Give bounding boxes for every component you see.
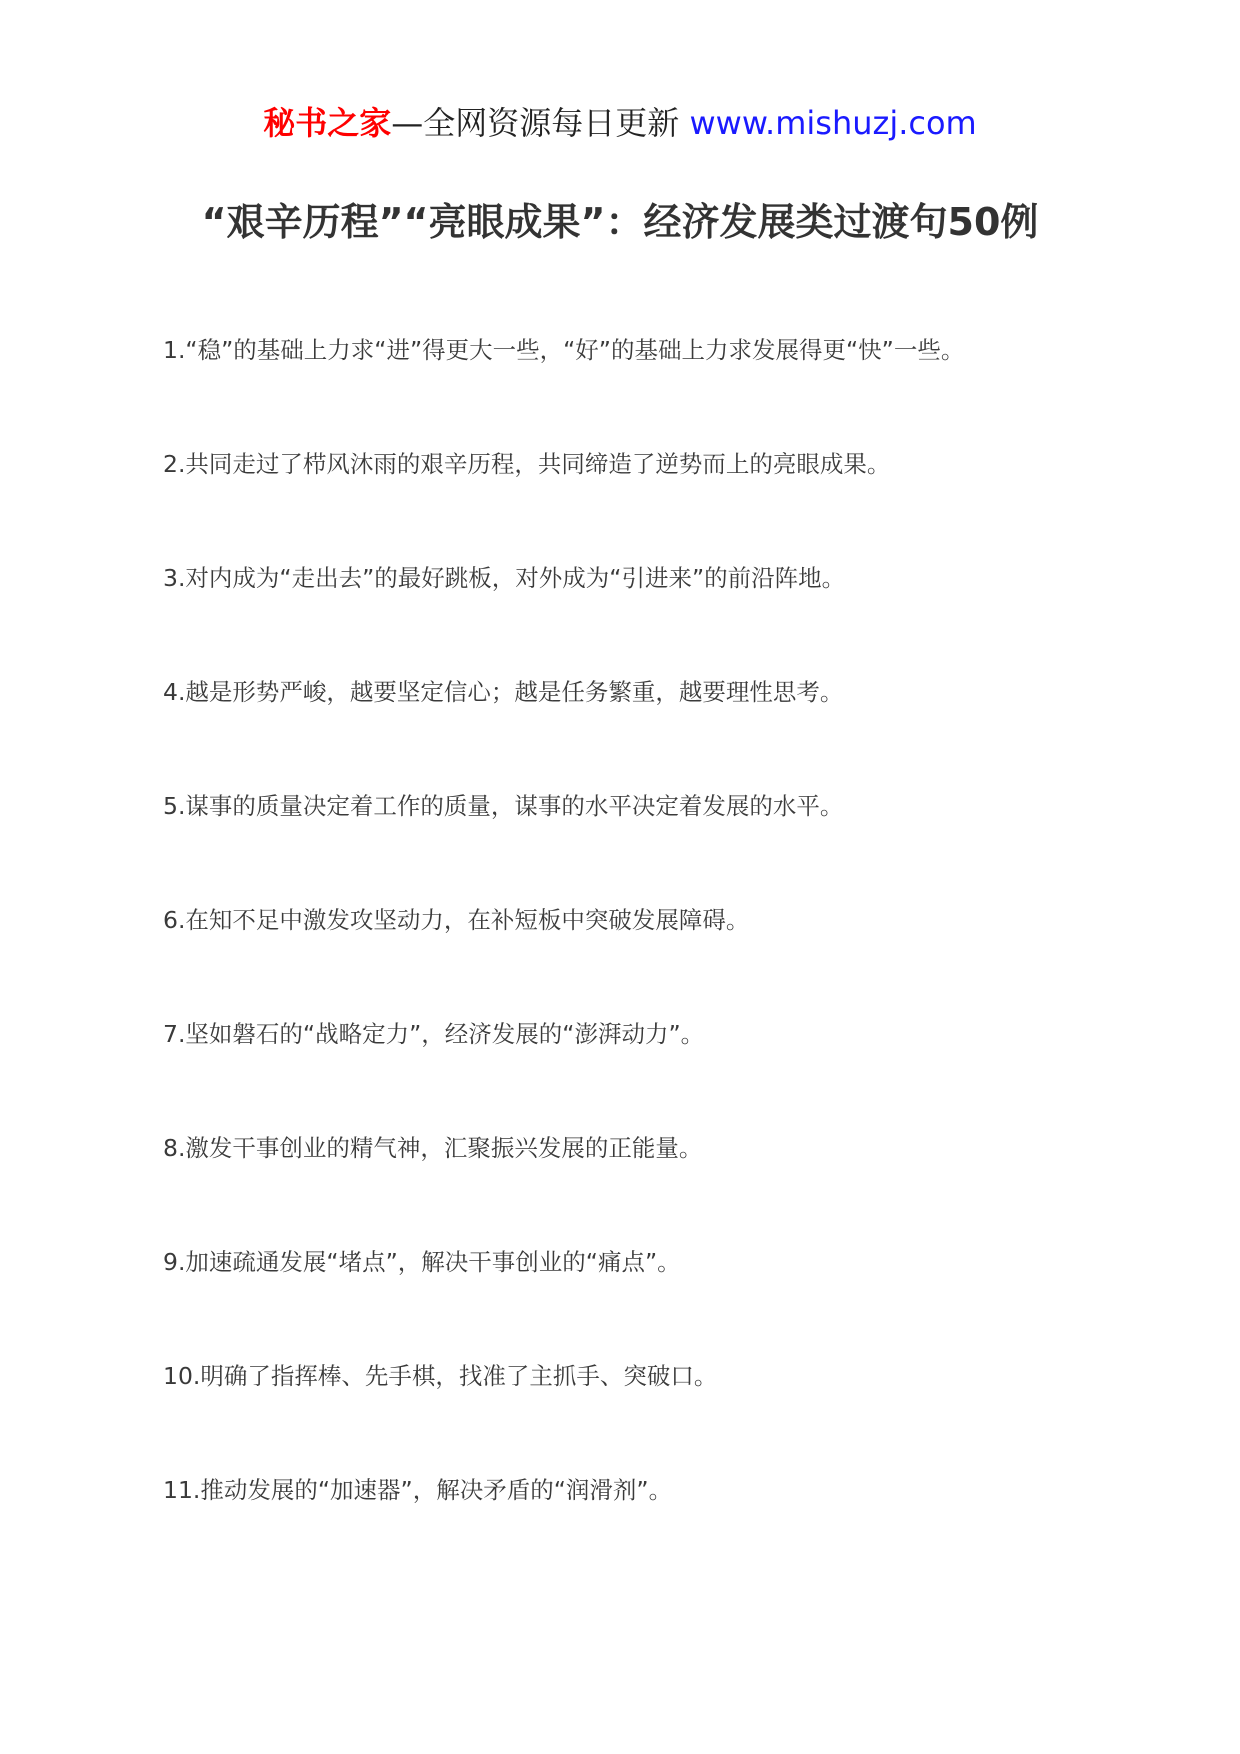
list-item: 2.共同走过了栉风沐雨的艰辛历程，共同缔造了逆势而上的亮眼成果。 [163,450,891,478]
site-url-link[interactable]: www.mishuzj.com [689,104,977,142]
sentence-list [163,330,1163,1584]
site-header [0,100,1240,146]
site-brand: 秘书之家 [263,104,392,142]
site-tagline: —全网资源每日更新 [391,104,690,142]
list-item: 4.越是形势严峻，越要坚定信心；越是任务繁重，越要理性思考。 [163,678,844,706]
list-item: 3.对内成为“走出去”的最好跳板，对外成为“引进来”的前沿阵地。 [163,564,846,592]
document-title: “艰辛历程”“亮眼成果”：经济发展类过渡句50例 [201,200,1039,244]
list-item: 1.“稳”的基础上力求“进”得更大一些，“好”的基础上力求发展得更“快”一些。 [163,336,965,364]
list-item: 8.激发干事创业的精气神，汇聚振兴发展的正能量。 [163,1134,703,1162]
list-item: 7.坚如磐石的“战略定力”，经济发展的“澎湃动力”。 [163,1020,705,1048]
list-item: 11.推动发展的“加速器”，解决矛盾的“润滑剂”。 [163,1476,673,1504]
list-item: 5.谋事的质量决定着工作的质量，谋事的水平决定着发展的水平。 [163,792,844,820]
list-item: 6.在知不足中激发攻坚动力，在补短板中突破发展障碍。 [163,906,750,934]
list-item: 9.加速疏通发展“堵点”，解决干事创业的“痛点”。 [163,1248,681,1276]
list-item: 10.明确了指挥棒、先手棋，找准了主抓手、突破口。 [163,1362,718,1390]
